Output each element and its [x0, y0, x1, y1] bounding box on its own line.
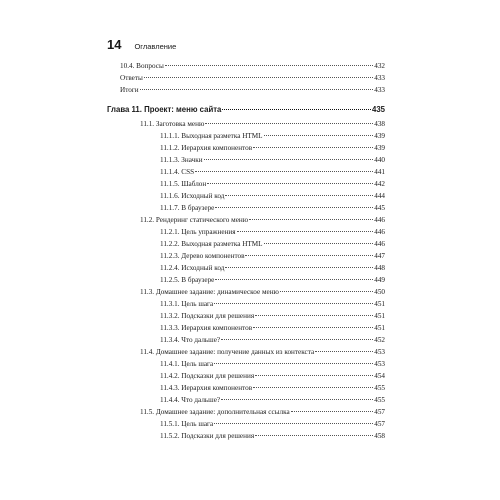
toc-entry-title: 10.4. Вопросы — [120, 62, 164, 70]
toc-entry[interactable] — [107, 322, 385, 334]
dot-leader — [315, 351, 373, 352]
toc-entry-page: 458 — [374, 432, 385, 440]
toc-entry-title: 11.3. Домашнее задание: динамическое меню — [140, 288, 279, 296]
toc-entry-page: 450 — [374, 288, 385, 296]
toc-entry[interactable] — [107, 430, 385, 442]
toc-entry-title: 11.1.3. Значки — [160, 156, 203, 164]
dot-leader — [253, 387, 373, 388]
dot-leader — [253, 327, 373, 328]
toc-entry-title: 11.4.4. Что дальше? — [160, 396, 221, 404]
toc-entry-page: 442 — [374, 180, 385, 188]
toc-entry-title: 11.5.2. Подсказки для решения — [160, 432, 255, 440]
dot-leader — [195, 171, 373, 172]
toc-entry-title: 11.2.5. В браузере — [160, 276, 215, 284]
toc-entry-page: 446 — [374, 228, 385, 236]
toc-entry-page: 457 — [374, 420, 385, 428]
toc-entry-page: 457 — [374, 408, 385, 416]
dot-leader — [255, 375, 373, 376]
dot-leader — [225, 195, 373, 196]
toc-entry-page: 439 — [374, 144, 385, 152]
dot-leader — [237, 231, 374, 232]
toc-entry[interactable] — [107, 190, 385, 202]
toc-entry-title: 11.2.4. Исходный код — [160, 264, 225, 272]
toc-entry[interactable] — [107, 394, 385, 406]
toc-entry[interactable] — [107, 382, 385, 394]
dot-leader — [214, 363, 373, 364]
dot-leader — [245, 255, 373, 256]
toc-entry-title: 11.1.4. CSS — [160, 168, 195, 176]
toc-entry[interactable] — [107, 418, 385, 430]
dot-leader — [225, 267, 373, 268]
toc-entry-page: 453 — [374, 360, 385, 368]
toc-entry[interactable] — [107, 346, 385, 358]
dot-leader — [204, 159, 374, 160]
toc-entry[interactable] — [107, 72, 385, 84]
dot-leader — [280, 291, 373, 292]
toc-entry-page: 445 — [374, 204, 385, 212]
toc-entry-page: 453 — [374, 348, 385, 356]
toc-entry[interactable] — [107, 298, 385, 310]
toc-entry[interactable] — [107, 142, 385, 154]
toc-entry-title: 11.1.2. Иерархия компонентов — [160, 144, 253, 152]
toc-entry-page: 444 — [374, 192, 385, 200]
dot-leader — [221, 399, 373, 400]
dot-leader — [215, 279, 373, 280]
toc-entry-page: 455 — [374, 384, 385, 392]
dot-leader — [144, 77, 373, 78]
toc-entry[interactable] — [107, 178, 385, 190]
toc-entry-page: 438 — [374, 120, 385, 128]
toc-entry-title: 11.4. Домашнее задание: получение данных из контекста — [140, 348, 315, 356]
toc-entry[interactable] — [107, 286, 385, 298]
dot-leader — [222, 109, 371, 110]
toc-entry[interactable] — [107, 334, 385, 346]
dot-leader — [214, 423, 373, 424]
toc-entry-title: Глава 11. Проект: меню сайта — [107, 105, 222, 114]
toc-entry-page: 446 — [374, 216, 385, 224]
toc-entry-page: 448 — [374, 264, 385, 272]
dot-leader — [140, 89, 374, 90]
toc-entry[interactable] — [107, 310, 385, 322]
toc-entry-title: 11.3.1. Цель шага — [160, 300, 214, 308]
toc-entry-title: 11.2.1. Цель упражнения — [160, 228, 236, 236]
toc-entry-title: 11.5. Домашнее задание: дополнительная ссылка — [140, 408, 290, 416]
page-number: 14 — [107, 37, 122, 52]
dot-leader — [165, 65, 373, 66]
dot-leader — [207, 183, 373, 184]
dot-leader — [221, 339, 373, 340]
toc-entry[interactable] — [107, 370, 385, 382]
toc-chapter-heading[interactable] — [107, 103, 385, 117]
toc-entry-title: 11.2.3. Дерево компонентов — [160, 252, 245, 260]
toc-entry[interactable] — [107, 358, 385, 370]
dot-leader — [205, 123, 373, 124]
toc-entry-title: 11.3.3. Иерархия компонентов — [160, 324, 253, 332]
toc-entry-page: 433 — [374, 74, 385, 82]
toc-entry-title: Ответы — [120, 74, 143, 82]
toc-entry-title: 11.4.1. Цель шага — [160, 360, 214, 368]
toc-entry-title: 11.5.1. Цель шага — [160, 420, 214, 428]
toc-entry-page: 446 — [374, 240, 385, 248]
toc-entry-page: 449 — [374, 276, 385, 284]
toc-entry[interactable] — [107, 406, 385, 418]
toc-entry-title: 11.4.2. Подсказки для решения — [160, 372, 255, 380]
toc-entry-page: 441 — [374, 168, 385, 176]
toc-entry[interactable] — [107, 250, 385, 262]
toc-entry-title: 11.3.2. Подсказки для решения — [160, 312, 255, 320]
toc-entry[interactable] — [107, 214, 385, 226]
toc-entry[interactable] — [107, 226, 385, 238]
toc-entry-page: 439 — [374, 132, 385, 140]
dot-leader — [264, 135, 374, 136]
toc-entry[interactable] — [107, 262, 385, 274]
toc-entry-page: 440 — [374, 156, 385, 164]
toc-entry-page: 432 — [374, 62, 385, 70]
toc-entry-title: Итоги — [120, 86, 139, 94]
toc-entry-page: 451 — [374, 312, 385, 320]
toc-entry-title: 11.2. Рендеринг статического меню — [140, 216, 249, 224]
toc-entry[interactable] — [107, 154, 385, 166]
toc-entry-title: 11.4.3. Иерархия компонентов — [160, 384, 253, 392]
toc-entry-page: 433 — [374, 86, 385, 94]
toc-entry[interactable] — [107, 130, 385, 142]
toc-entry[interactable] — [107, 274, 385, 286]
toc-entry[interactable] — [107, 166, 385, 178]
dot-leader — [255, 435, 373, 436]
toc-entry-page: 451 — [374, 324, 385, 332]
dot-leader — [249, 219, 373, 220]
toc-entry-page: 455 — [374, 396, 385, 404]
dot-leader — [264, 243, 374, 244]
dot-leader — [215, 207, 373, 208]
running-title: Оглавление — [134, 42, 177, 51]
toc-entry-title: 11.1.7. В браузере — [160, 204, 215, 212]
dot-leader — [253, 147, 373, 148]
page-header — [107, 37, 176, 52]
toc-entry-title: 11.1.1. Выходная разметка HTML — [160, 132, 263, 140]
toc-entry-title: 11.2.2. Выходная разметка HTML — [160, 240, 263, 248]
toc-entry-title: 11.1.5. Шаблон — [160, 180, 207, 188]
toc-entry-page: 447 — [374, 252, 385, 260]
toc-entry-title: 11.1.6. Исходный код — [160, 192, 225, 200]
table-of-contents — [107, 60, 385, 442]
toc-entry-page: 452 — [374, 336, 385, 344]
toc-entry[interactable] — [107, 202, 385, 214]
toc-entry-title: 11.1. Заготовка меню — [140, 120, 205, 128]
toc-entry[interactable] — [107, 60, 385, 72]
toc-entry[interactable] — [107, 84, 385, 96]
toc-entry-page: 435 — [371, 105, 385, 114]
toc-entry[interactable] — [107, 238, 385, 250]
dot-leader — [214, 303, 373, 304]
toc-entry[interactable] — [107, 118, 385, 130]
dot-leader — [255, 315, 373, 316]
toc-entry-title: 11.3.4. Что дальше? — [160, 336, 221, 344]
dot-leader — [291, 411, 374, 412]
toc-entry-page: 454 — [374, 372, 385, 380]
toc-entry-page: 451 — [374, 300, 385, 308]
